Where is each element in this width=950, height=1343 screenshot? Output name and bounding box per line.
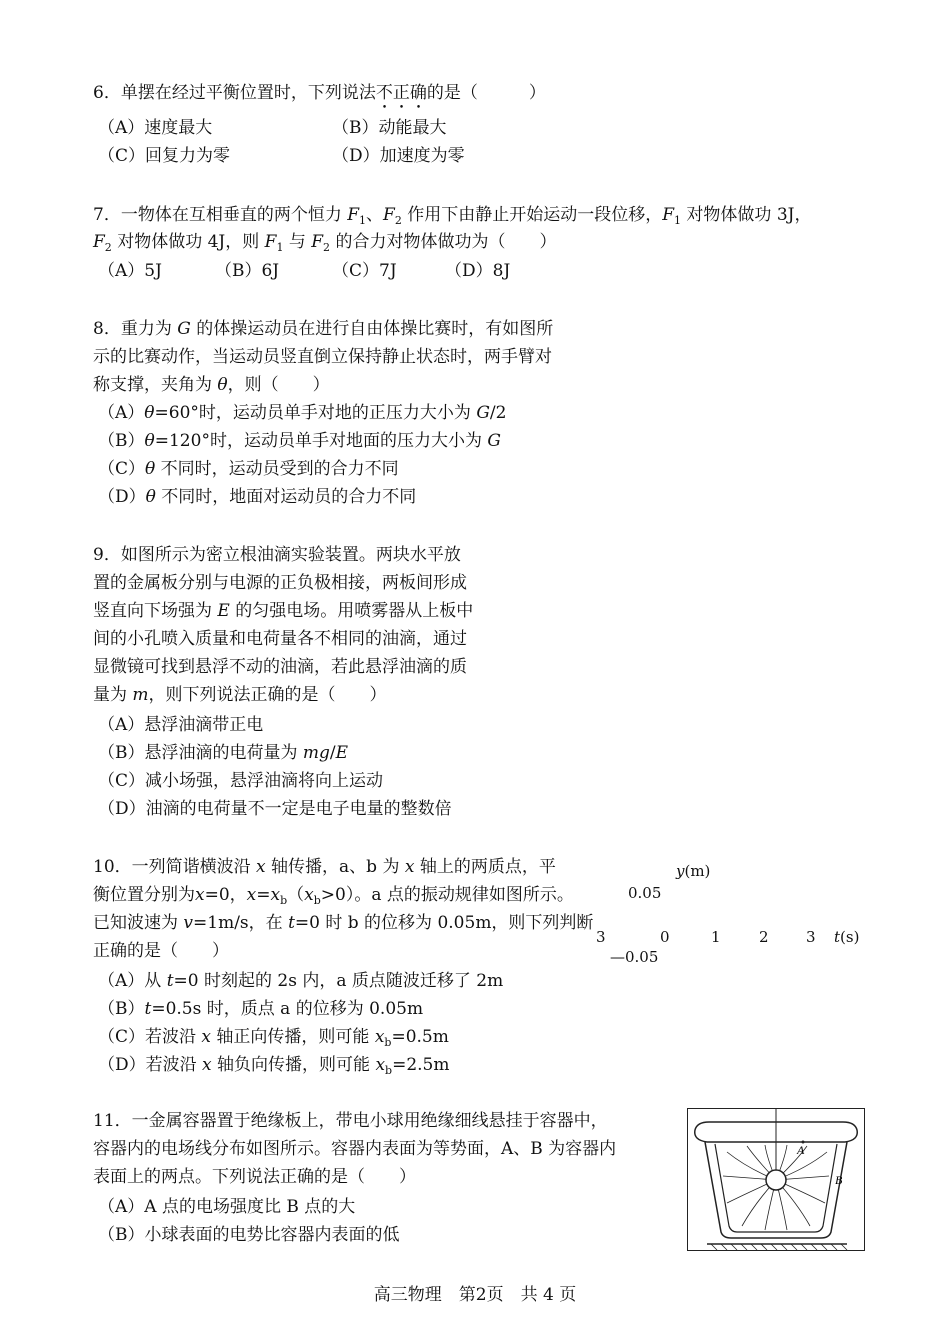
q10-graph-left-num: 3 [596,928,606,946]
q7-stem-line1: 7．一物体在互相垂直的两个恒力 $F_1$、$F_2$ 作用下由静止开始运动一段位移，$F_1$ 对物体做功 3J， [93,205,812,227]
q7-stem-line2: $F_2$ 对物体做功 4J，则 $F_1$ 与 $F_2$ 的合力对物体做功为（ ） [93,232,557,254]
q6-option-a: （A）速度最大 [98,118,213,138]
q10-graph-tick-0: 0 [660,928,670,946]
q10-stem-line3: 已知波速为 v=1m/s，在 t=0 时 b 的位移为 0.05m，则下列判断 [93,913,594,933]
q10-stem-line2: 衡位置分别为x=0，$x=x_b(x_b>0)$。a 点的振动规律如图所示。 [93,885,574,907]
q6-stem: 6．单摆在经过平衡位置时，下列说法不正确的是（ ） [93,83,546,103]
q9-option-b: （B）悬浮油滴的电荷量为 mg/E [98,743,349,763]
q7-option-a: （A）5J [98,261,162,281]
q10-graph-y-pos: 0.05 [628,884,662,902]
q10-graph-tick-2: 2 [759,928,769,946]
q11-fig-label-a: A [797,1143,805,1157]
q10-graph-t-axis-label: t(s) [834,928,860,946]
q11-stem-line2: 容器内的电场线分布如图所示。容器内表面为等势面，A、B 为容器内 [93,1139,617,1159]
q11-stem-line1: 11．一金属容器置于绝缘板上，带电小球用绝缘细线悬挂于容器中， [93,1111,608,1131]
q6-option-d: （D）加速度为零 [332,146,465,166]
q10-option-d: （D）若波沿 x 轴负向传播，则可能 $x_b=2.5m$ [98,1055,450,1077]
q8-stem-line2: 示的比赛动作，当运动员竖直倒立保持静止状态时，两手臂对 [93,347,552,367]
q10-option-c: （C）若波沿 x 轴正向传播，则可能 $x_b=0.5m$ [98,1027,449,1049]
q7-option-b: （B）6J [215,261,280,281]
q8-stem-line1: 8．重力为 G 的体操运动员在进行自由体操比赛时，有如图所 [93,319,554,339]
q10-graph-tick-3: 3 [806,928,816,946]
q10-graph-y-axis-label: y(m) [676,862,711,880]
q10-graph-tick-1: 1 [711,928,721,946]
q6-option-b: （B）动能最大 [332,118,447,138]
q9-option-c: （C）减小场强，悬浮油滴将向上运动 [98,771,384,791]
q9-option-a: （A）悬浮油滴带正电 [98,715,264,735]
q9-stem-line6: 量为 m，则下列说法正确的是（ ） [93,685,387,705]
q7-option-d: （D）8J [445,261,511,281]
q8-option-d: （D）θ 不同时，地面对运动员的合力不同 [98,487,417,507]
q9-stem-line2: 置的金属板分别与电源的正负极相接，两板间形成 [93,573,467,593]
q9-stem-line4: 间的小孔喷入质量和电荷量各不相同的油滴，通过 [93,629,467,649]
q8-option-b: （B）θ=120°时，运动员单手对地面的压力大小为 G [98,431,501,451]
q9-stem-line5: 显微镜可找到悬浮不动的油滴，若此悬浮油滴的质 [93,657,467,677]
q6-option-c: （C）回复力为零 [98,146,231,166]
q11-fig-label-b: B [835,1173,843,1187]
q11-option-b: （B）小球表面的电势比容器内表面的低 [98,1225,400,1245]
q8-stem-line3: 称支撑，夹角为 θ，则（ ） [93,375,330,395]
q11-option-a: （A）A 点的电场强度比 B 点的大 [98,1197,356,1217]
q10-stem-line4: 正确的是（ ） [93,941,229,961]
q6-emphasis: 不正确 [375,83,427,103]
q9-stem-line3: 竖直向下场强为 E 的匀强电场。用喷雾器从上板中 [93,601,474,621]
page-footer: 高三物理 第2页 共 4 页 [373,1285,577,1305]
q11-container-figure [687,1108,867,1253]
q10-option-a: （A）从 t=0 时刻起的 2s 内，a 质点随波迁移了 2m [98,971,504,991]
q8-option-c: （C）θ 不同时，运动员受到的合力不同 [98,459,399,479]
q8-option-a: （A）θ=60°时，运动员单手对地的正压力大小为 G/2 [98,403,507,423]
q10-option-b: （B）t=0.5s 时，质点 a 的位移为 0.05m [98,999,424,1019]
q7-option-c: （C）7J [332,261,397,281]
q9-stem-line1: 9．如图所示为密立根油滴实验装置。两块水平放 [93,545,461,565]
q10-stem-line1: 10．一列简谐横波沿 x 轴传播，a、b 为 x 轴上的两质点，平 [93,857,556,877]
q9-option-d: （D）油滴的电荷量不一定是电子电量的整数倍 [98,799,452,819]
q11-stem-line3: 表面上的两点。下列说法正确的是（ ） [93,1167,416,1187]
q10-graph-y-neg: —0.05 [610,948,659,966]
